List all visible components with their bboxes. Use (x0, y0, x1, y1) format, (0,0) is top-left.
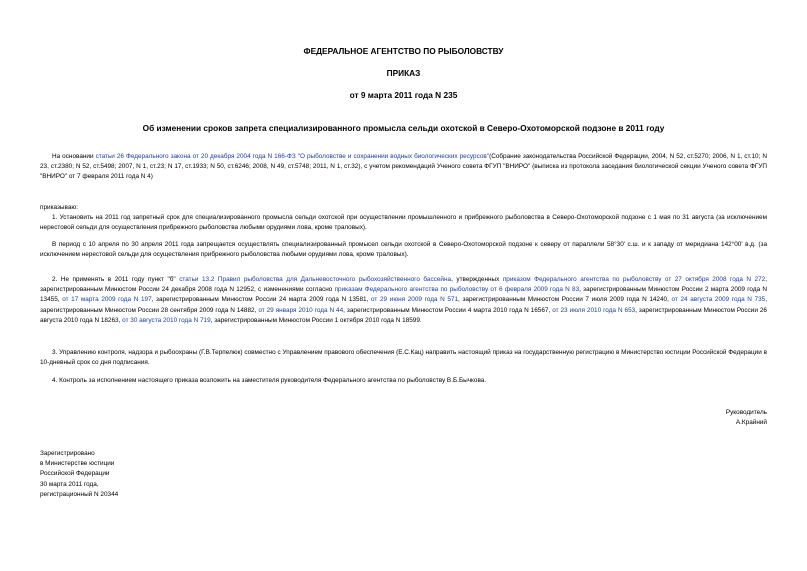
order-653-link[interactable]: от 23 июля 2010 года N 653 (552, 306, 636, 314)
item-1-period: В период с 10 апреля по 30 апреля 2011 года запрещается осуществлять специализированный промысел сельди охотской в Северо-Охотоморской подзоне к северу от параллели 58°30' с.ш. и к западу от меридиана 142°00' в.д. (за исключением нерестовой сельди для осуществления прибрежного рыболовства любыми орудиями лова, кроме траловых). (40, 241, 767, 259)
registration-line: Зарегистрировано (40, 450, 95, 457)
order-735-link[interactable]: от 24 августа 2009 года N 735 (671, 296, 766, 304)
item-2-text: , утвержденных (451, 276, 503, 283)
item-2-text: , зарегистрированным Минюстом России 28 сентября 2009 года N 14882, (40, 296, 767, 314)
item-2-text: , зарегистрированным Минюстом России 1 октября 2010 года N 18599. (210, 316, 422, 324)
order-197-link[interactable]: от 17 марта 2009 года N 197 (62, 296, 152, 304)
document-title: Об изменении сроков запрета специализированного промысла сельди охотской в Северо-Охотоморской подзоне в 2011 году (142, 123, 665, 133)
registration-number: регистрационный N 20344 (40, 490, 119, 498)
item-2-text: , зарегистрированным Минюстом России 7 июля 2009 года N 14240, (458, 296, 672, 304)
registration-line: Российской Федерации (40, 470, 110, 478)
registration-date: 30 марта 2011 года, (40, 480, 99, 488)
rules-article-link[interactable]: статьи 13.2 Правил рыболовства для Дальневосточного рыбохозяйственного бассейна (179, 276, 452, 283)
preamble-text-1: На основании (52, 153, 96, 160)
item-2-text: , зарегистрированным Минюстом России 24 марта 2009 года N 13581, (151, 296, 372, 304)
item-1: 1. Установить на 2011 год запретный срок для специализированного промысла сельди охотской при осуществлении промышленного и прибрежного рыболовства в Северо-Охотоморской подзоне с 1 мая по 31 августа (за исключением нерестовой сельди для осуществления прибрежного рыболовства любыми орудиями лова, кроме траловых). (40, 214, 767, 232)
order-571-link[interactable]: от 29 июня 2009 года N 571 (371, 296, 459, 304)
agency-heading: ФЕДЕРАЛЬНОЕ АГЕНТСТВО ПО РЫБОЛОВСТВУ (303, 46, 504, 56)
item-2-text: , зарегистрированным Минюстом России 4 марта 2010 года N 16567, (343, 306, 553, 314)
doc-type-heading: ПРИКАЗ (386, 68, 421, 78)
item-2-text: 2. Не применять в 2011 году пункт "б" (52, 276, 180, 283)
item-2 (40, 275, 767, 326)
item-2-text: , зарегистрированным Минюстом России 2 марта 2009 года N 13455, (40, 286, 767, 304)
order-word: приказываю: (40, 204, 78, 211)
item-2-text: , зарегистрированным Минюстом России 24 декабря 2008 года N 12952, с изменениями согласно (40, 276, 767, 294)
order-44-link[interactable]: от 29 января 2010 года N 44 (258, 306, 344, 314)
item-3: 3. Управлению контроля, надзора и рыбоохраны (Г.В.Терпелюк) совместно с Управлением правового обеспечения (Е.С.Кац) направить настоящий приказ на государственную регистрацию в Министерство юстиции Российской Федерации в 10-дневный срок со дня подписания. (40, 349, 767, 367)
signature-name: А.Крайний (735, 419, 767, 427)
order-719-link[interactable]: от 30 августа 2010 года N 719 (122, 316, 211, 324)
preamble-paragraph (40, 152, 767, 183)
date-number-heading: от 9 марта 2011 года N 235 (349, 90, 458, 100)
order-83-link[interactable]: приказам Федерального агентства по рыболовству от 6 февраля 2009 года N 83 (334, 286, 580, 294)
signature-block (726, 408, 767, 428)
order-272-link[interactable]: приказом Федерального агентства по рыболовству от 27 октября 2008 года N 272 (502, 276, 766, 283)
registration-line: в Министерстве юстиции (40, 460, 115, 468)
signature-position: Руководитель (725, 409, 767, 416)
item-4: 4. Контроль за исполнением настоящего приказа возложить на заместителя руководителя Федерального агентства по рыболовству В.Б.Бычкова. (52, 377, 487, 384)
preamble-text-2: (Собрание законодательства Российской Федерации, 2004, N 52, ст.5270; 2006, N 1, ст.10; N 23, ст.2380; N 52, ст.5498; 2007, N 1, ст.23; N 17, ст.1933; N 50, ст.6246; 2008, N 49, ст.5748; 2011, N 1, ст.32), с учетом рекомендаций Ученого совета ФГУП "ВНИРО" (выписка из протокола заседания биологической секции Ученого совета ФГУП "ВНИРО" от 7 февраля 2011 года N 4) (40, 153, 767, 181)
item-2-text: , зарегистрированным Минюстом России 26 августа 2010 года N 18263, (40, 306, 767, 324)
law-link[interactable]: статьи 26 Федерального закона от 20 декабря 2004 года N 166-ФЗ "О рыболовстве и сохранении водных биологических ресурсов" (95, 153, 490, 160)
registration-block (40, 449, 118, 500)
